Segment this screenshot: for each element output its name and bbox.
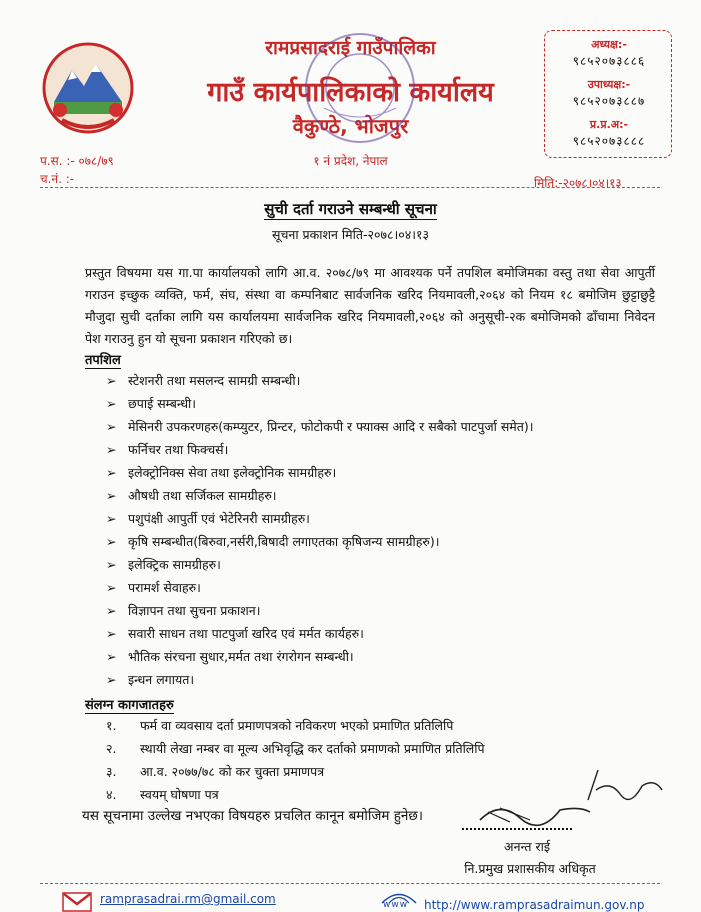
office-location: वैकुण्ठे, भोजपुर	[292, 114, 409, 138]
list-item	[106, 579, 201, 596]
header-divider	[40, 187, 660, 188]
arrow-bullet-icon: ➢	[106, 442, 117, 457]
www-globe-icon	[380, 890, 418, 912]
contact-chairperson	[553, 37, 665, 69]
list-item-text: फर्निचर तथा फिक्चर्स।	[128, 442, 229, 457]
attachment-text: स्थायी लेखा नम्बर वा मूल्य अभिवृद्धि कर दर्ताको प्रमाणको प्रमाणित प्रतिलिपि	[140, 741, 485, 756]
attachment-text: आ.व. २०७७/७८ को कर चुक्ता प्रमाणपत्र	[140, 764, 325, 779]
arrow-bullet-icon: ➢	[106, 672, 117, 687]
attachment-item	[106, 763, 324, 780]
contact-number: ९८५२०७३८८८	[572, 134, 646, 148]
handwritten-signature-icon	[470, 760, 670, 830]
arrow-bullet-icon: ➢	[106, 373, 117, 388]
www-label: www	[383, 900, 409, 910]
notice-title	[0, 199, 701, 219]
signature-line	[462, 828, 572, 830]
list-item-text: औषधी तथा सर्जिकल सामग्रीहरु।	[128, 488, 277, 503]
list-item	[106, 441, 228, 458]
list-item-text: विज्ञापन तथा सुचना प्रकाशन।	[128, 603, 261, 618]
letter-ref-number: प.स. :- ०७८/७९	[40, 154, 114, 168]
attachment-item	[106, 717, 453, 734]
tapsil-heading-text: तपशिल	[85, 353, 121, 368]
list-item	[106, 395, 196, 412]
signatory-name: अनन्त राई	[504, 839, 550, 854]
arrow-bullet-icon: ➢	[106, 419, 117, 434]
footer-email-link[interactable]: ramprasadrai.rm@gmail.com	[100, 892, 276, 906]
arrow-bullet-icon: ➢	[106, 649, 117, 664]
list-item-text: स्टेशनरी तथा मसलन्द सामग्री सम्बन्धी।	[128, 373, 301, 388]
attachment-number: २.	[106, 741, 117, 756]
arrow-bullet-icon: ➢	[106, 580, 117, 595]
arrow-bullet-icon: ➢	[106, 511, 117, 526]
contact-number: ९८५२०७३८८७	[572, 94, 646, 108]
footer-divider	[40, 883, 660, 884]
arrow-bullet-icon: ➢	[106, 465, 117, 480]
attachment-text: फर्म वा व्यवसाय दर्ता प्रमाणपत्रको नविकरण भएको प्रमाणित प्रतिलिपि	[140, 718, 454, 733]
arrow-bullet-icon: ➢	[106, 626, 117, 641]
contact-label: उपाध्यक्ष:-	[587, 78, 631, 91]
attachment-item	[106, 786, 219, 803]
list-item	[106, 510, 310, 527]
signatory-role: नि.प्रमुख प्रशासकीय अधिकृत	[464, 861, 596, 876]
office-seal-stamp	[302, 30, 418, 146]
list-item-text: पशुपंक्षी आपुर्ती एवं भेटेरिनरी सामग्रीहरु।	[128, 511, 310, 526]
list-item-text: इलेक्ट्रिक सामग्रीहरु।	[128, 557, 221, 572]
arrow-bullet-icon: ➢	[106, 557, 117, 572]
list-item-text: भौतिक संरचना सुधार,मर्मत तथा रंगरोगन सम्बन्धी।	[128, 649, 354, 664]
attachment-number: ३.	[106, 764, 117, 779]
office-name: गाउँ कार्यपालिकाको कार्यालय	[207, 77, 494, 108]
list-item-text: कृषि सम्बन्धीत(बिरुवा,नर्सरी,बिषादी लगाएतका कृषिजन्य सामग्रीहरु)।	[128, 534, 440, 549]
list-item	[106, 602, 260, 619]
list-item	[106, 487, 277, 504]
arrow-bullet-icon: ➢	[106, 488, 117, 503]
list-item-text: छपाई सम्बन्धी।	[128, 396, 196, 411]
contact-number: ९८५२०७३८८६	[572, 54, 646, 68]
attachment-number: १.	[106, 718, 117, 733]
contact-vice-chairperson	[553, 77, 665, 109]
list-item	[106, 671, 194, 688]
list-item	[106, 464, 336, 481]
letter-date: मिति:-२०७८।०४।१३	[534, 176, 622, 190]
attachments-heading	[85, 695, 174, 713]
attachment-item	[106, 740, 485, 757]
list-item	[106, 418, 534, 435]
arrow-bullet-icon: ➢	[106, 396, 117, 411]
province-name: १ नं प्रदेश, नेपाल	[313, 154, 388, 168]
list-item-text: इन्धन लगायत।	[128, 672, 195, 687]
tapsil-heading	[85, 350, 121, 368]
contact-numbers-box	[544, 30, 672, 158]
list-item-text: परामर्श सेवाहरु।	[128, 580, 201, 595]
list-item-text: मेसिनरी उपकरणहरु(कम्प्युटर, प्रिन्टर, फोटोकपी र फ्याक्स आदि र सबैको पाटपुर्जा समेत)।	[128, 419, 534, 434]
closing-statement: यस सूचनामा उल्लेख नभएका विषयहरु प्रचलित कानून बमोजिम हुनेछ।	[82, 808, 423, 824]
notice-publish-date: सूचना प्रकाशन मिति-२०७८।०४।१३	[272, 227, 429, 242]
contact-label: प्र.प्र.अ:-	[589, 118, 629, 131]
list-item	[106, 625, 364, 642]
list-item	[106, 556, 221, 573]
list-item-text: इलेक्ट्रोनिक्स सेवा तथा इलेक्ट्रोनिक सामग्रीहरु।	[128, 465, 337, 480]
list-item	[106, 533, 440, 550]
attachments-heading-text: संलग्न कागजातहरु	[85, 698, 174, 713]
list-item	[106, 648, 354, 665]
dispatch-number: च.नं. :-	[40, 172, 75, 186]
contact-cao	[553, 117, 665, 149]
arrow-bullet-icon: ➢	[106, 534, 117, 549]
list-item-text: सवारी साधन तथा पाटपुर्जा खरिद एवं मर्मत कार्यहरु।	[128, 626, 364, 641]
contact-label: अध्यक्ष:-	[591, 38, 627, 51]
list-item	[106, 372, 300, 389]
notice-title-text: सुची दर्ता गराउने सम्बन्धी सूचना	[264, 200, 437, 218]
notice-body: प्रस्तुत विषयमा यस गा.पा कार्यालयको लागि आ.व. २०७८/७९ मा आवश्यक पर्ने तपशिल बमोजिमका वस्तु तथा सेवा आपुर्ती गराउन इच्छुक व्यक्ति, फर्म, संघ, संस्था वा कम्पनिबाट सार्वजनिक खरिद नियमावली,२०६४ को नियम १८ बमोजिम छुट्टाछुट्टै मौजुदा सुची दर्ताका लागि यस कार्यालयमा सार्वजनिक खरिद नियमावली,२०६४ को अनुसूची-२क बमोजिमको ढाँचामा निवेदन पेश गराउनु हुन यो सूचना प्रकाशन गरिएको छ।	[85, 265, 655, 346]
attachment-text: स्वयम् घोषणा पत्र	[140, 787, 219, 802]
gmail-icon	[62, 892, 92, 912]
attachment-number: ४.	[106, 787, 117, 802]
municipality-name: रामप्रसादराई गाउँपालिका	[265, 37, 436, 59]
footer-website-link[interactable]: http://www.ramprasadraimun.gov.np	[424, 898, 645, 912]
arrow-bullet-icon: ➢	[106, 603, 117, 618]
